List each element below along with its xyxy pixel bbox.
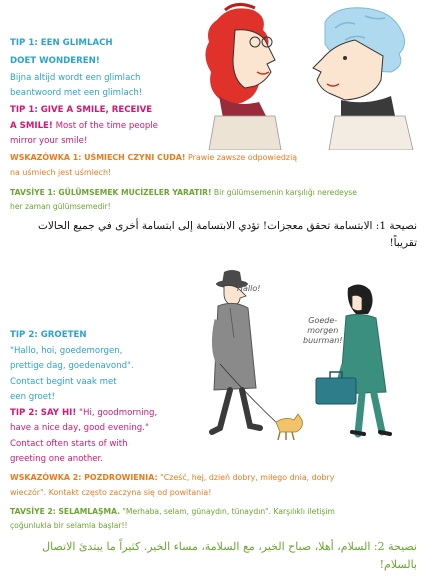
tip1-dutch-body-line1: Bijna altijd wordt een glimlach xyxy=(10,73,141,83)
tip2-english-body-line2: have a nice day, good evening." xyxy=(10,423,149,433)
tip2-arabic-line1: نصيحة 2: السلام، أهلا، صباح الخير، مع السلامة، مساء الخير. كثيراً ما يبتدئ الاتصال xyxy=(42,540,417,553)
tip1-polish-line1 xyxy=(10,151,297,164)
tip2-english-line1 xyxy=(10,406,157,420)
tip1-arabic-line2: تقريباً! xyxy=(389,237,417,249)
tip2-turkish-body-line2: çoğunlukla bir selamla başlar!! xyxy=(10,521,128,530)
tip2-turkish-body-line1: "Merhaba, selam, günaydın, tünaydın". Karşılıklı iletişim xyxy=(122,507,335,516)
tip1-dutch-heading-line2: DOET WONDEREN! xyxy=(10,56,100,66)
tip1-english-line2 xyxy=(10,119,158,133)
tip1-arabic-line1: نصيحة 1: الابتسامة تحقق معجزات! تؤدي الابتسامة إلى ابتسامة أخرى في جميع الحالات xyxy=(38,220,417,232)
tip1-english-heading-line2: A SMILE! xyxy=(10,121,53,131)
goedemorgen-speech-bubble xyxy=(303,316,342,346)
tip2-english-body-line4: greeting one another. xyxy=(10,454,104,464)
tip2-english-body-line3: Contact often starts of with xyxy=(10,439,128,449)
tip2-english-body-line1: "Hi, goodmorning, xyxy=(79,408,158,418)
hello-text: Hallo! xyxy=(237,284,261,293)
tip2-dutch-body-line3: Contact begint vaak met xyxy=(10,377,117,387)
tip2-polish-body-line2: wieczór". Kontakt często zaczyna się od powitania! xyxy=(10,488,212,497)
tip2-dutch-body-line1: "Hallo, hoi, goedemorgen, xyxy=(10,346,123,356)
goedemorgen-line2: morgen xyxy=(307,326,339,335)
tip1-turkish-heading: TAVSİYE 1: GÜLÜMSEMEK MUCİZELER YARATIR! xyxy=(10,188,212,197)
tip1-polish-heading: WSKAZÓWKA 1: UŚMIECH CZYNI CUDA! xyxy=(10,153,186,162)
tip1-english-body-line2: mirror your smile! xyxy=(10,136,88,146)
tip1-turkish-body-line2: her zaman gülümsemedir! xyxy=(10,202,111,211)
tip1-english-body-line1: Most of the time people xyxy=(55,121,158,131)
tip2-english-heading: TIP 2: SAY HI! xyxy=(10,408,77,418)
tip1-dutch-heading-line1: TIP 1: EEN GLIMLACH xyxy=(10,38,113,48)
tip1-polish-body-line2: na uśmiech jest uśmiech! xyxy=(10,168,112,177)
tip2-dutch-body-line2: prettige dag, goedenavond". xyxy=(10,361,134,371)
greeting-neighbours-illustration xyxy=(190,268,425,468)
goedemorgen-line1: Goede- xyxy=(308,316,338,325)
tip1-turkish-body-line1: Bir gülümsemenin karşılığı neredeyse xyxy=(213,188,357,197)
tip2-dutch-heading: TIP 2: GROETEN xyxy=(10,330,87,340)
hello-speech-bubble xyxy=(237,284,260,294)
tip2-turkish-line1 xyxy=(10,505,335,518)
tip2-arabic-line2: بالسلام! xyxy=(379,558,417,571)
tip1-dutch-body-line2: beantwoord met een glimlach! xyxy=(10,88,143,98)
smiling-faces-illustration xyxy=(195,0,425,150)
tip2-polish-body-line1: "Cześć, hej, dzień dobry, miłego dnia, dobry xyxy=(160,473,335,482)
tip2-polish-heading: WSKAZÓWKA 2: POZDROWIENIA: xyxy=(10,473,158,482)
tip2-polish-line1 xyxy=(10,471,334,484)
tip1-turkish-line1 xyxy=(10,186,357,199)
tip2-dutch-body-line4: een groet! xyxy=(10,392,55,402)
tip2-turkish-heading: TAVSİYE 2: SELAMLAŞMA. xyxy=(10,507,120,516)
tip1-english-heading-line1: TIP 1: GIVE A SMILE, RECEIVE xyxy=(10,105,153,115)
tip1-polish-body-line1: Prawie zawsze odpowiedzią xyxy=(188,153,298,162)
goedemorgen-line3: buurman! xyxy=(303,336,343,345)
